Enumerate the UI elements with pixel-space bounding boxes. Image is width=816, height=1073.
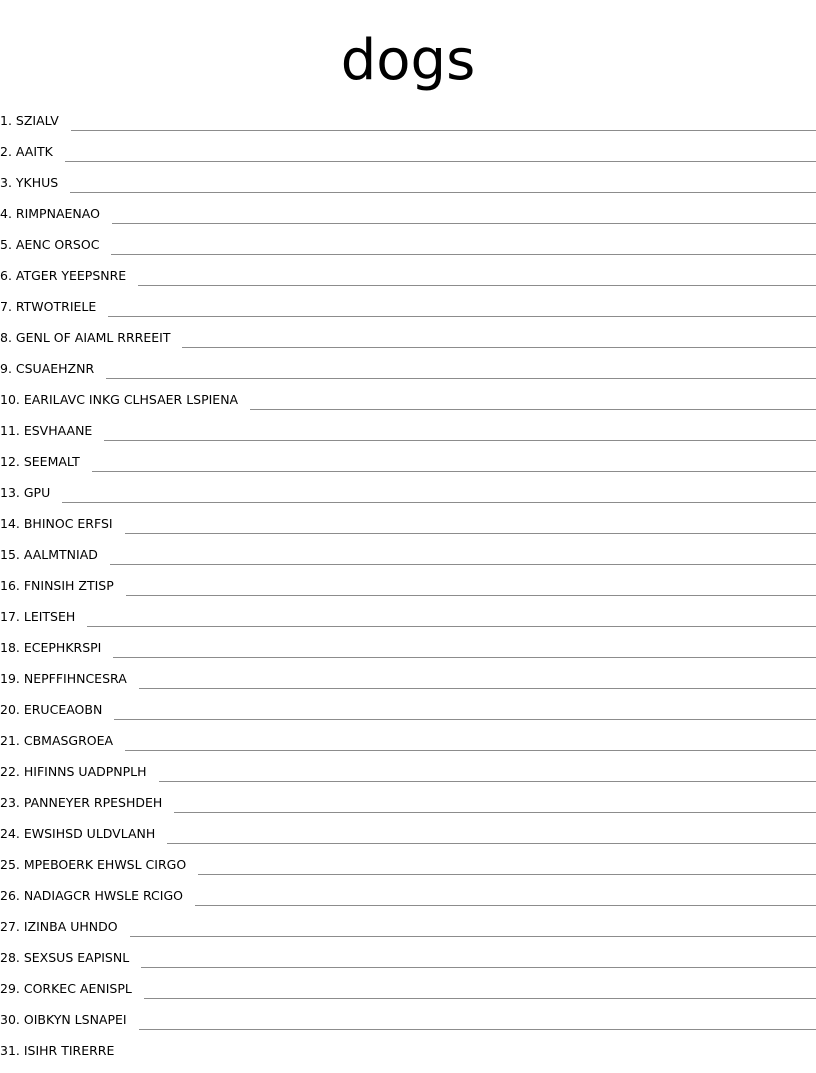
scrambled-word: 11. ESVHAANE <box>0 423 93 438</box>
list-item <box>0 236 816 267</box>
list-item <box>0 484 816 515</box>
answer-line[interactable] <box>182 329 816 348</box>
list-item <box>0 794 816 825</box>
scrambled-word: 30. OIBKYN LSNAPEI <box>0 1012 127 1027</box>
scrambled-word: 31. ISIHR TIRERRE <box>0 1043 115 1058</box>
scrambled-word: 14. BHINOC ERFSI <box>0 516 113 531</box>
answer-line[interactable] <box>138 267 816 286</box>
list-item <box>0 887 816 918</box>
answer-line[interactable] <box>198 856 816 875</box>
list-item <box>0 298 816 329</box>
scrambled-word: 3. YKHUS <box>0 175 59 190</box>
answer-line[interactable] <box>71 112 816 131</box>
scrambled-word: 23. PANNEYER RPESHDEH <box>0 795 163 810</box>
scrambled-word: 24. EWSIHSD ULDVLANH <box>0 826 156 841</box>
scrambled-word: 22. HIFINNS UADPNPLH <box>0 764 147 779</box>
answer-line[interactable] <box>114 701 816 720</box>
list-item <box>0 825 816 856</box>
scrambled-word: 6. ATGER YEEPSNRE <box>0 268 127 283</box>
scrambled-word: 17. LEITSEH <box>0 609 76 624</box>
answer-line[interactable] <box>195 887 816 906</box>
scrambled-word: 8. GENL OF AIAML RRREEIT <box>0 330 171 345</box>
scrambled-word: 2. AAITK <box>0 144 53 159</box>
answer-line[interactable] <box>159 763 816 782</box>
scrambled-word: 12. SEEMALT <box>0 454 80 469</box>
answer-line[interactable] <box>139 670 816 689</box>
scrambled-word: 9. CSUAEHZNR <box>0 361 95 376</box>
list-item <box>0 1011 816 1042</box>
answer-line[interactable] <box>110 546 816 565</box>
scrambled-word: 29. CORKEC AENISPL <box>0 981 132 996</box>
scrambled-word: 19. NEPFFIHNCESRA <box>0 671 127 686</box>
list-item <box>0 391 816 422</box>
scramble-list <box>0 112 816 1073</box>
list-item <box>0 949 816 980</box>
scrambled-word: 26. NADIAGCR HWSLE RCIGO <box>0 888 184 903</box>
answer-line[interactable] <box>130 918 816 937</box>
answer-line[interactable] <box>126 577 816 596</box>
list-item <box>0 267 816 298</box>
answer-line[interactable] <box>125 515 816 534</box>
answer-line[interactable] <box>174 794 816 813</box>
scrambled-word: 18. ECEPHKRSPI <box>0 640 102 655</box>
worksheet-title: dogs <box>340 28 476 93</box>
list-item <box>0 639 816 670</box>
list-item <box>0 856 816 887</box>
list-item <box>0 701 816 732</box>
answer-line[interactable] <box>125 732 816 751</box>
scrambled-word: 7. RTWOTRIELE <box>0 299 97 314</box>
list-item <box>0 546 816 577</box>
list-item <box>0 453 816 484</box>
answer-line[interactable] <box>108 298 816 317</box>
list-item <box>0 143 816 174</box>
list-item <box>0 980 816 1011</box>
list-item <box>0 577 816 608</box>
scrambled-word: 1. SZIALV <box>0 113 59 128</box>
list-item <box>0 918 816 949</box>
answer-line[interactable] <box>87 608 816 627</box>
scrambled-word: 5. AENC ORSOC <box>0 237 100 252</box>
scrambled-word: 13. GPU <box>0 485 51 500</box>
answer-line[interactable] <box>250 391 816 410</box>
scrambled-word: 25. MPEBOERK EHWSL CIRGO <box>0 857 187 872</box>
list-item <box>0 205 816 236</box>
list-item <box>0 608 816 639</box>
answer-line[interactable] <box>70 174 816 193</box>
scrambled-word: 28. SEXSUS EAPISNL <box>0 950 130 965</box>
list-item <box>0 1042 816 1073</box>
answer-line[interactable] <box>65 143 816 162</box>
scrambled-word: 4. RIMPNAENAO <box>0 206 100 221</box>
answer-line[interactable] <box>139 1011 816 1030</box>
list-item <box>0 763 816 794</box>
list-item <box>0 360 816 391</box>
list-item <box>0 329 816 360</box>
answer-line[interactable] <box>92 453 816 472</box>
scrambled-word: 27. IZINBA UHNDO <box>0 919 118 934</box>
answer-line[interactable] <box>106 360 816 379</box>
scrambled-word: 10. EARILAVC INKG CLHSAER LSPIENA <box>0 392 239 407</box>
answer-line[interactable] <box>141 949 816 968</box>
scrambled-word: 21. CBMASGROEA <box>0 733 114 748</box>
answer-line[interactable] <box>104 422 816 441</box>
list-item <box>0 515 816 546</box>
answer-line[interactable] <box>62 484 816 503</box>
list-item <box>0 174 816 205</box>
answer-line[interactable] <box>113 639 816 658</box>
list-item <box>0 422 816 453</box>
list-item <box>0 732 816 763</box>
answer-line[interactable] <box>167 825 816 844</box>
answer-line[interactable] <box>144 980 816 999</box>
scrambled-word: 15. AALMTNIAD <box>0 547 98 562</box>
list-item <box>0 670 816 701</box>
answer-line[interactable] <box>111 236 816 255</box>
answer-line[interactable] <box>112 205 816 224</box>
scrambled-word: 20. ERUCEAOBN <box>0 702 103 717</box>
list-item <box>0 112 816 143</box>
scrambled-word: 16. FNINSIH ZTISP <box>0 578 114 593</box>
